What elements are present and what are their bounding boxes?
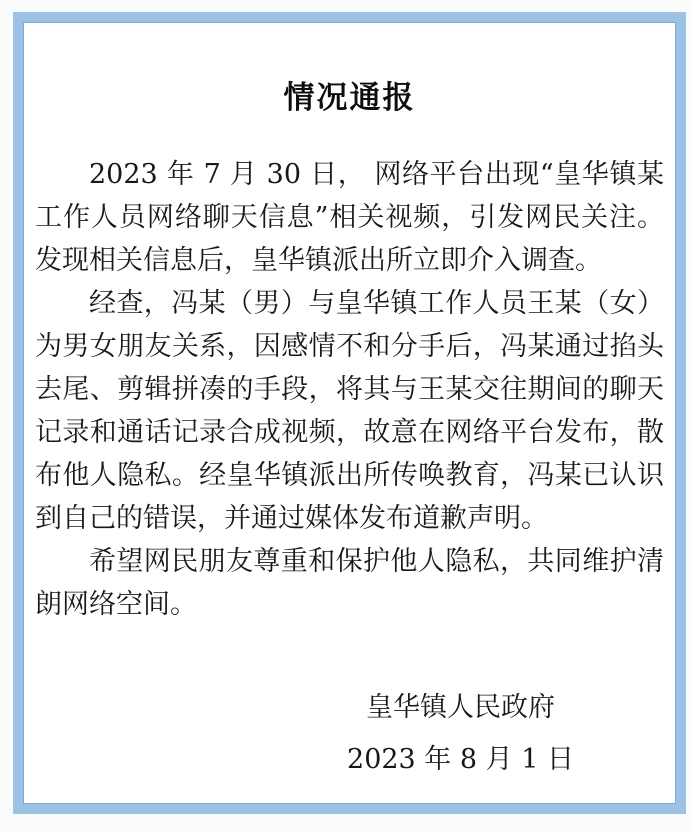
notice-body xyxy=(35,153,664,626)
notice-paragraph-3: 希望网民朋友尊重和保护他人隐私，共同维护清朗网络空间。 xyxy=(35,546,664,620)
signature-inner xyxy=(347,688,574,780)
notice-document-content xyxy=(23,72,676,831)
issue-date: 2023 年 8 月 1 日 xyxy=(347,744,574,775)
signature-block xyxy=(35,688,646,780)
notice-document-frame xyxy=(13,12,686,814)
page-title: 情况通报 xyxy=(283,80,416,115)
notice-paragraph-1: 2023 年 7 月 30 日， 网络平台出现“皇华镇某工作人员网络聊天信息”相关视频，引发网民关注。发现相关信息后，皇华镇派出所立即介入调查。 xyxy=(35,159,664,276)
issuing-authority: 皇华镇人民政府 xyxy=(366,692,555,723)
notice-paragraph-2: 经查，冯某（男）与皇华镇工作人员王某（女）为男女朋友关系，因感情不和分手后，冯某通过掐头去尾、剪辑拼凑的手段，将其与王某交往期间的聊天记录和通话记录合成视频，故意在网络平台发布，散布他人隐私。经皇华镇派出所传唤教育，冯某已认识到自己的错误，并通过媒体发布道歉声明。 xyxy=(35,288,664,534)
